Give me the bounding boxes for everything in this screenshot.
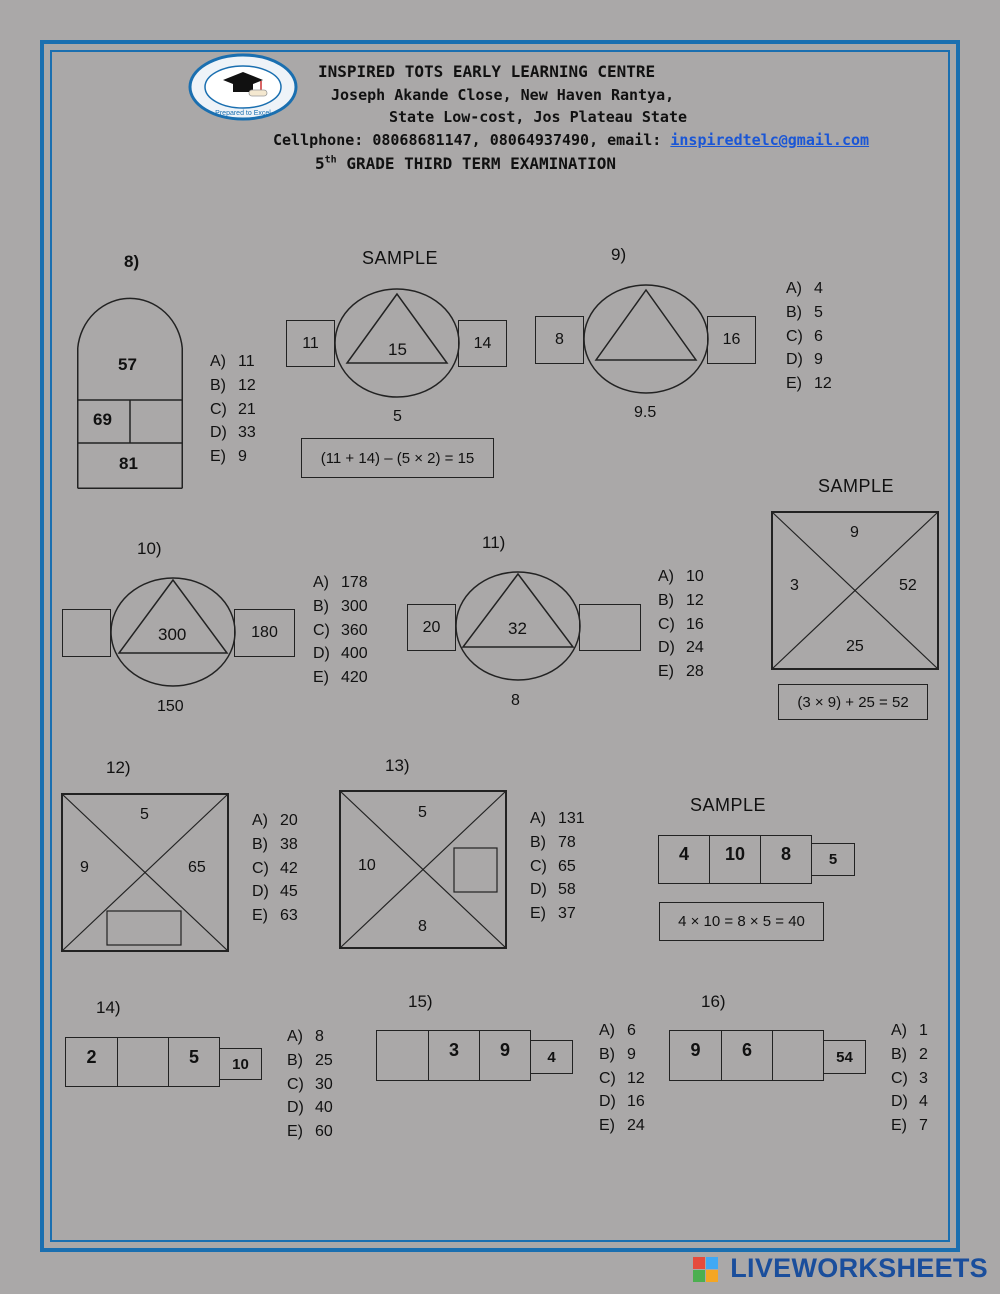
liveworksheets-watermark: LIVEWORKSHEETS	[730, 1253, 988, 1283]
option[interactable]: A) 11	[210, 353, 255, 370]
option[interactable]: D) 58	[530, 881, 576, 899]
sample-2-label: SAMPLE	[818, 476, 895, 496]
option[interactable]: E) 12	[786, 375, 832, 393]
sample2-top-value: 9	[850, 524, 859, 541]
option[interactable]: D) 9	[786, 351, 823, 369]
option[interactable]: E) 24	[599, 1117, 645, 1135]
option[interactable]: C) 21	[210, 400, 256, 418]
option[interactable]: C) 42	[252, 859, 298, 877]
q15-tab: 4	[530, 1040, 573, 1074]
option[interactable]: C) 360	[313, 621, 368, 639]
question-8-label: 8)	[124, 252, 140, 271]
option[interactable]: B) 5	[786, 303, 823, 321]
q11-below-value: 8	[511, 692, 520, 709]
q10-center-value: 300	[158, 625, 187, 644]
option[interactable]: E) 9	[210, 448, 247, 466]
sample3-cell-c: 8	[760, 835, 812, 884]
option[interactable]: B) 9	[599, 1045, 636, 1063]
q8-left-value: 69	[93, 410, 112, 429]
question-12-label: 12)	[106, 758, 131, 777]
q14-cell-a: 2	[65, 1037, 118, 1087]
q12-right-value: 65	[188, 859, 206, 876]
q9-left-box: 8	[535, 316, 584, 364]
q16-cell-c-blank	[772, 1030, 824, 1081]
sample2-formula: (3 × 9) + 25 = 52	[778, 684, 928, 720]
option[interactable]: D) 24	[658, 639, 704, 657]
question-10-label: 10)	[137, 539, 162, 558]
option[interactable]: D) 400	[313, 645, 368, 663]
contact-line	[273, 131, 869, 149]
sample2-bottom-value: 25	[846, 638, 864, 655]
q13-bottom-value: 8	[418, 918, 427, 935]
option[interactable]: C) 6	[786, 327, 823, 345]
school-name: INSPIRED TOTS EARLY LEARNING CENTRE	[318, 62, 656, 81]
option[interactable]: A) 1	[891, 1022, 928, 1039]
option[interactable]: E) 28	[658, 663, 704, 681]
sample3-formula: 4 × 10 = 8 × 5 = 40	[659, 902, 824, 941]
question-11-label: 11)	[482, 533, 506, 552]
q10-left-box	[62, 609, 111, 657]
option[interactable]: D) 45	[252, 883, 298, 901]
option[interactable]: E) 63	[252, 907, 298, 925]
q8-top-value: 57	[118, 355, 137, 374]
option[interactable]: C) 12	[599, 1069, 645, 1087]
q9-circle-triangle	[583, 284, 709, 394]
q8-options	[210, 350, 256, 469]
sample1-right-box: 14	[458, 320, 507, 367]
logo-motto: Prepared to Excel	[215, 110, 271, 117]
q15-options	[599, 1019, 645, 1138]
option[interactable]: A) 4	[786, 280, 823, 297]
q16-options	[891, 1019, 928, 1138]
option[interactable]: B) 2	[891, 1045, 928, 1063]
q14-cell-c: 5	[168, 1037, 220, 1087]
option[interactable]: D) 16	[599, 1093, 645, 1111]
address-line-1: Joseph Akande Close, New Haven Rantya,	[331, 86, 675, 104]
q11-options	[658, 565, 704, 684]
q14-cell-b-blank	[117, 1037, 169, 1087]
option[interactable]: B) 78	[530, 833, 576, 851]
option[interactable]: E) 60	[287, 1123, 333, 1141]
q9-right-box: 16	[707, 316, 756, 364]
q15-cell-c: 9	[479, 1030, 531, 1081]
option[interactable]: B) 38	[252, 835, 298, 853]
q12-left-value: 9	[80, 859, 89, 876]
contact-text: Cellphone: 08068681147, 08064937490, email:	[273, 131, 671, 149]
option[interactable]: D) 40	[287, 1099, 333, 1117]
option[interactable]: B) 25	[287, 1051, 333, 1069]
q13-left-value: 10	[358, 857, 376, 874]
q16-cell-b: 6	[721, 1030, 773, 1081]
q10-below-value: 150	[157, 698, 184, 715]
q9-below-value: 9.5	[634, 404, 657, 421]
q11-left-box: 20	[407, 604, 456, 651]
q16-tab: 54	[823, 1040, 866, 1074]
q13-top-value: 5	[418, 804, 427, 821]
option[interactable]: C) 65	[530, 857, 576, 875]
q8-bottom-value: 81	[119, 454, 138, 473]
option[interactable]: E) 37	[530, 905, 576, 923]
q14-options	[287, 1025, 333, 1144]
option[interactable]: D) 4	[891, 1093, 928, 1111]
option[interactable]: B) 12	[210, 376, 256, 394]
exam-title: 5th GRADE THIRD TERM EXAMINATION	[315, 154, 617, 173]
q11-right-box	[579, 604, 641, 651]
option[interactable]: C) 16	[658, 615, 704, 633]
option[interactable]: E) 420	[313, 669, 368, 687]
question-9-label: 9)	[611, 245, 627, 264]
sample1-center-value: 15	[388, 340, 407, 359]
question-16-label: 16)	[701, 992, 726, 1011]
option[interactable]: E) 7	[891, 1117, 928, 1135]
question-15-label: 15)	[408, 992, 433, 1011]
option[interactable]: A) 20	[252, 812, 298, 829]
q11-center-value: 32	[508, 619, 527, 638]
sample3-cell-a: 4	[658, 835, 710, 884]
sample1-formula: (11 + 14) – (5 × 2) = 15	[301, 438, 494, 478]
option[interactable]: A) 8	[287, 1028, 324, 1045]
option[interactable]: A) 131	[530, 810, 585, 827]
option[interactable]: C) 30	[287, 1075, 333, 1093]
question-13-label: 13)	[385, 756, 410, 775]
sample2-right-value: 52	[899, 577, 917, 594]
liveworksheets-logo-icon	[693, 1257, 719, 1283]
option[interactable]: B) 12	[658, 591, 704, 609]
option[interactable]: C) 3	[891, 1069, 928, 1087]
q16-cell-a: 9	[669, 1030, 722, 1081]
q10-right-box: 180	[234, 609, 295, 657]
address-line-2: State Low-cost, Jos Plateau State	[389, 108, 688, 126]
q10-options	[313, 571, 368, 690]
sample-1-label: SAMPLE	[362, 248, 439, 268]
q13-options	[530, 807, 585, 926]
sample3-cell-b: 10	[709, 835, 761, 884]
q9-options	[786, 277, 832, 396]
option[interactable]: A) 10	[658, 568, 704, 585]
sample1-below-value: 5	[393, 408, 402, 425]
email-link[interactable]: inspiredtelc@gmail.com	[670, 131, 870, 149]
option[interactable]: B) 300	[313, 597, 368, 615]
q12-options	[252, 809, 298, 928]
option[interactable]: A) 6	[599, 1022, 636, 1039]
sample1-left-box: 11	[286, 320, 335, 367]
sample3-tab: 5	[811, 843, 855, 876]
q15-cell-a-blank	[376, 1030, 429, 1081]
q15-cell-b: 3	[428, 1030, 480, 1081]
question-14-label: 14)	[96, 998, 121, 1017]
option[interactable]: A) 178	[313, 574, 368, 591]
q12-top-value: 5	[140, 806, 149, 823]
sample-3-label: SAMPLE	[690, 795, 767, 815]
school-logo	[189, 54, 297, 120]
q14-tab: 10	[219, 1048, 262, 1080]
sample2-left-value: 3	[790, 577, 799, 594]
option[interactable]: D) 33	[210, 424, 256, 442]
